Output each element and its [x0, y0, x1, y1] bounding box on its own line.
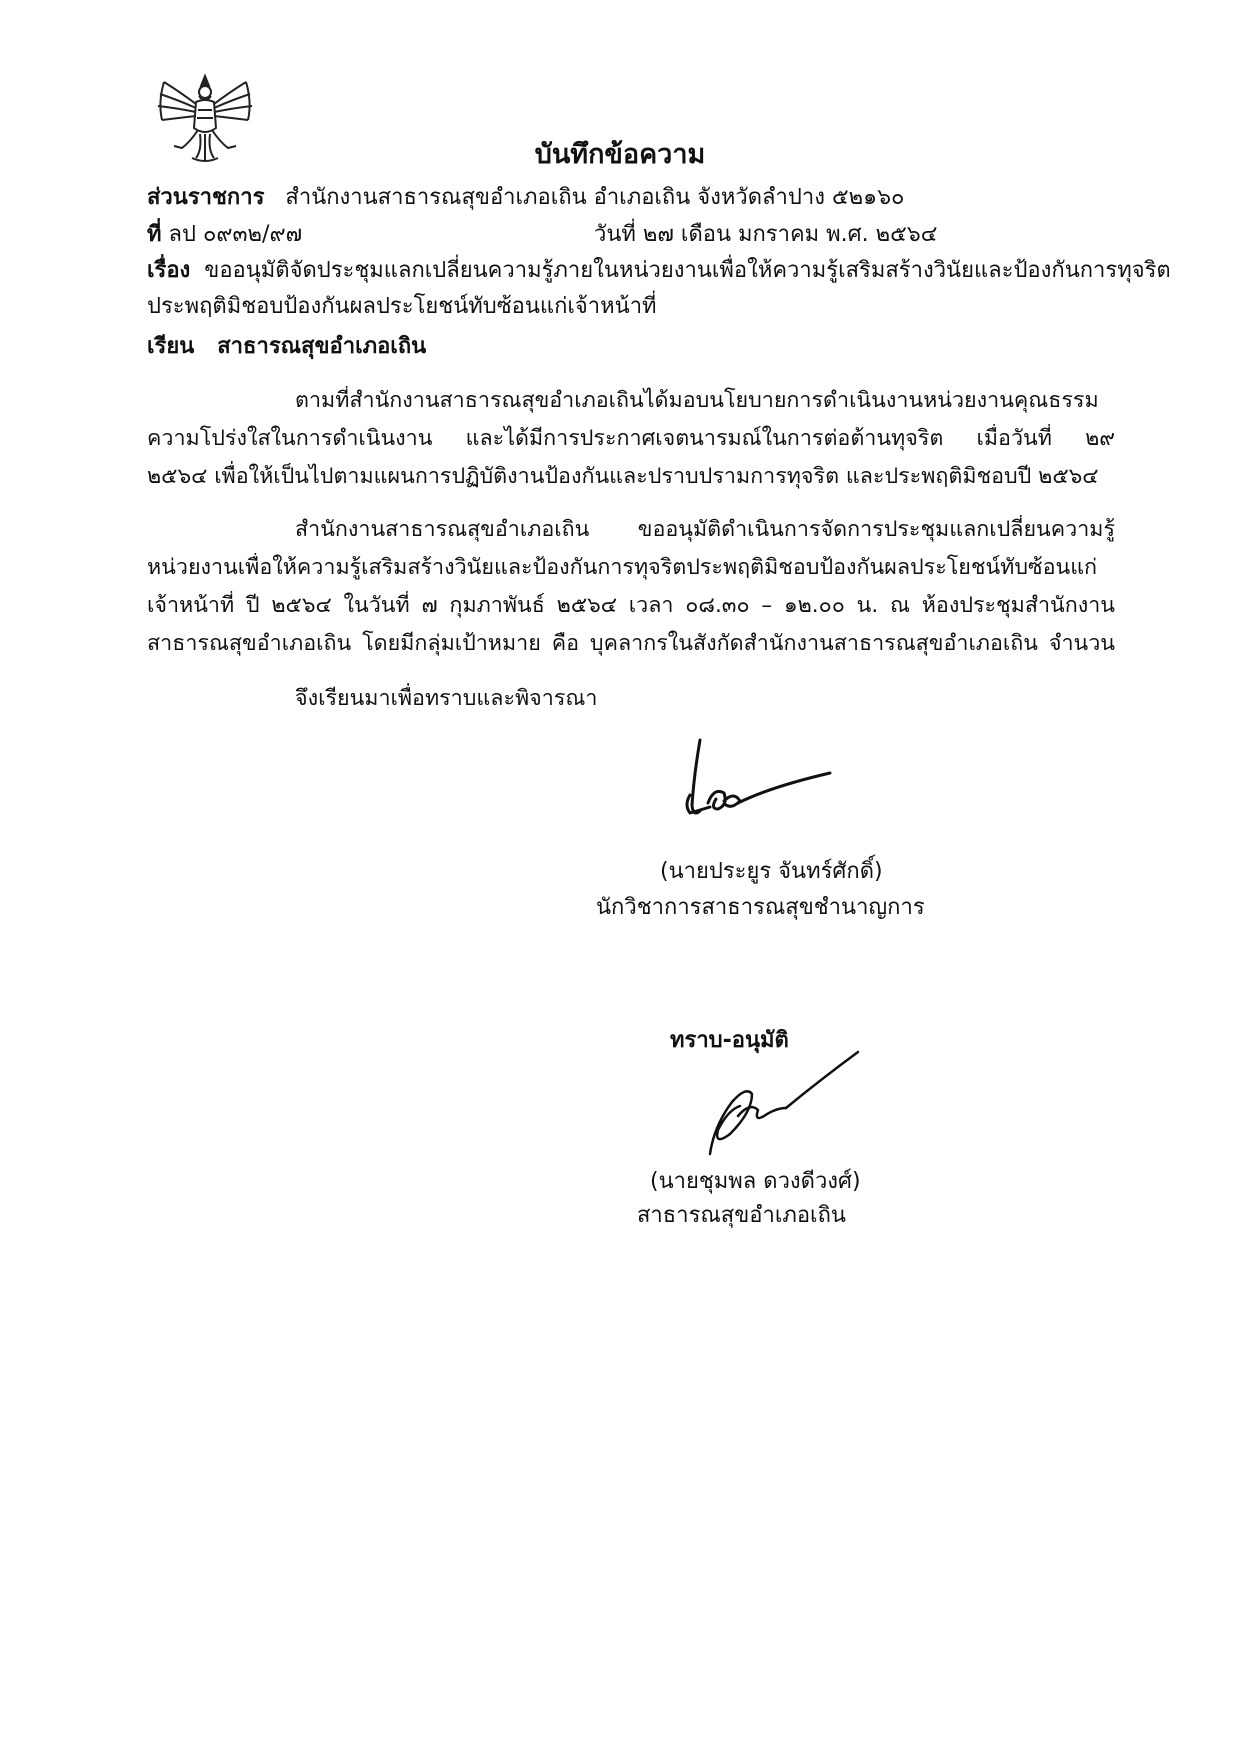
to-line [147, 332, 426, 362]
signer-1-name: (นายประยูร จันทร์ศักดิ์) [660, 859, 883, 884]
paragraph-1-line-2: ความโปร่งใสในการดำเนินงาน และได้มีการประกาศเจตนารมณ์ในการต่อต้านทุจริต เมื่อวันที่ ๒๙ [147, 426, 1115, 451]
agency-line [147, 183, 904, 213]
paragraph-1-line-3: ๒๕๖๔ เพื่อให้เป็นไปตามแผนการปฏิบัติงานป้องกันและปราบปรามการทุจริต และประพฤติมิชอบปี ๒๕๖๔ [147, 464, 1099, 489]
paragraph-1-line-1: ตามที่สำนักงานสาธารณสุขอำเภอเถินได้มอบนโยบายการดำเนินงานหน่วยงานคุณธรรม [295, 388, 1099, 413]
agency-value: สำนักงานสาธารณสุขอำเภอเถิน อำเภอเถิน จังหวัดลำปาง ๕๒๑๖๐ [285, 185, 905, 210]
ref-label: ที่ [147, 222, 162, 247]
subject-text-line1: ขออนุมัติจัดประชุมแลกเปลี่ยนความรู้ภายในหน่วยงานเพื่อให้ความรู้เสริมสร้างวินัยและป้องกันการทุจริต [204, 258, 1171, 283]
to-value: สาธารณสุขอำเภอเถิน [217, 334, 427, 359]
memo-date: วันที่ ๒๗ เดือน มกราคม พ.ศ. ๒๕๖๔ [594, 222, 938, 247]
memo-title: บันทึกข้อความ [534, 139, 706, 170]
closing-text: จึงเรียนมาเพื่อทราบและพิจารณา [295, 686, 598, 711]
approver-name: (นายชุมพล ดวงดีวงศ์) [650, 1169, 861, 1194]
ref-value: ลป ๐๙๓๒/๙๗ [168, 222, 303, 247]
approval-label: ทราบ-อนุมัติ [670, 1028, 789, 1053]
to-label: เรียน [147, 334, 195, 359]
approver-position: สาธารณสุขอำเภอเถิน [637, 1203, 846, 1228]
signature-2-icon [700, 1050, 860, 1160]
paragraph-2-line-3: เจ้าหน้าที่ ปี ๒๕๖๔ ในวันที่ ๗ กุมภาพันธ์ ๒๕๖๔ เวลา ๐๘.๓๐ – ๑๒.๐๐ น. ณ ห้องประชุมสำนักงาน [147, 593, 1115, 618]
signature-1-icon [680, 735, 840, 830]
paragraph-2-line-4: สาธารณสุขอำเภอเถิน โดยมีกลุ่มเป้าหมาย คือ บุคลากรในสังกัดสำนักงานสาธารณสุขอำเภอเถิน จำนวน [147, 631, 1115, 656]
subject-line [147, 256, 1171, 286]
ref-line [147, 220, 302, 250]
agency-label: ส่วนราชการ [147, 185, 265, 210]
subject-text-line2: ประพฤติมิชอบป้องกันผลประโยชน์ทับซ้อนแก่เจ้าหน้าที่ [147, 294, 657, 319]
subject-label: เรื่อง [147, 258, 191, 283]
paragraph-2-line-1: สำนักงานสาธารณสุขอำเภอเถิน ขออนุมัติดำเนินการจัดการประชุมแลกเปลี่ยนความรู้ [295, 517, 1115, 542]
signer-1-position: นักวิชาการสาธารณสุขชำนาญการ [596, 895, 925, 920]
paragraph-2-line-2: หน่วยงานเพื่อให้ความรู้เสริมสร้างวินัยและป้องกันการทุจริตประพฤติมิชอบป้องกันผลประโยชน์ทับซ้อนแก่ [147, 555, 1098, 580]
